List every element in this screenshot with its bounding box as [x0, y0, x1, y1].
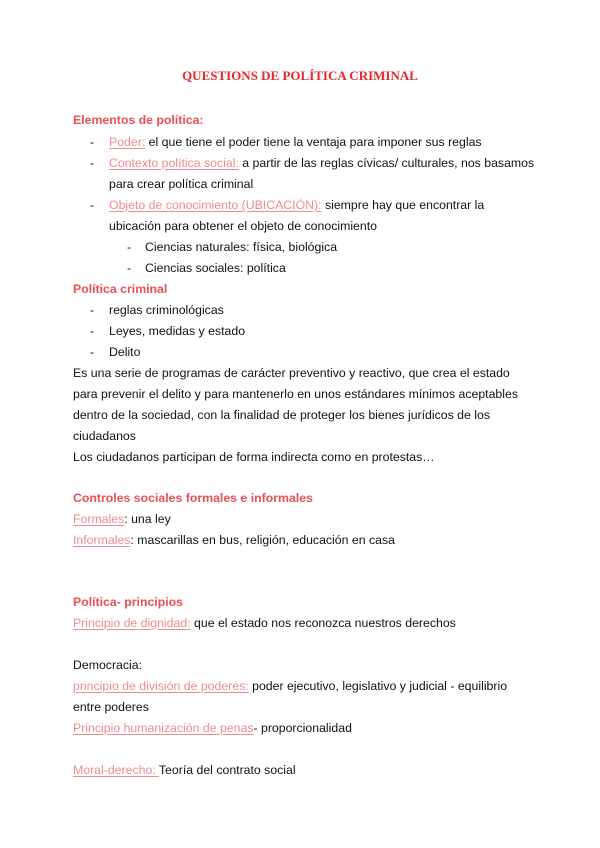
term-objeto: Objeto de conocimiento (UBICACIÓN):: [109, 198, 322, 212]
section-heading-politica-criminal: Política criminal: [73, 282, 168, 296]
section-heading-principios: Política- principios: [73, 595, 184, 609]
section-heading-elementos: Elementos de política:: [73, 113, 204, 127]
entry-moral-derecho: [73, 762, 296, 778]
text-division-poderes: poder ejecutivo, legislativo y judicial - equilibrio: [248, 679, 508, 693]
bullet-dash: -: [90, 303, 95, 317]
paragraph-line: para prevenir el delito y para mantenerlo en unos estándares mínimos aceptables: [73, 387, 518, 401]
entry-humanizacion: [73, 720, 352, 736]
list-item-contexto: [109, 155, 534, 171]
list-item-leyes: Leyes, medidas y estado: [109, 324, 246, 338]
text-humanizacion: - proporcionalidad: [253, 721, 352, 735]
term-humanizacion: Principio humanización de penas: [73, 721, 254, 735]
term-formales: Formales: [73, 512, 125, 526]
term-dignidad: Principio de dignidad:: [73, 616, 191, 630]
list-item-objeto: [109, 197, 484, 213]
text-contexto: a partir de las reglas cívicas/ culturales, nos basamos: [238, 156, 535, 170]
paragraph-line: Los ciudadanos participan de forma indirecta como en protestas…: [73, 450, 435, 464]
paragraph-line: Es una serie de programas de carácter preventivo y reactivo, que crea el estado: [73, 366, 510, 380]
entry-division-poderes: [73, 678, 507, 694]
term-contexto: Contexto política social:: [109, 156, 239, 170]
text-division-poderes-cont: entre poderes: [73, 700, 149, 714]
bullet-dash: -: [90, 135, 95, 149]
sub-item-sociales: Ciencias sociales: política: [145, 261, 286, 275]
sub-item-naturales: Ciencias naturales: física, biológica: [145, 240, 338, 254]
entry-dignidad: [73, 615, 456, 631]
bullet-dash: -: [90, 198, 95, 212]
list-item-poder: [109, 134, 482, 150]
bullet-dash: -: [127, 261, 132, 275]
bullet-dash: -: [90, 345, 95, 359]
text-poder: el que tiene el poder tiene la ventaja para imponer sus reglas: [145, 135, 482, 149]
paragraph-line: dentro de la sociedad, con la finalidad de proteger los bienes jurídicos de los: [73, 408, 490, 422]
text-contexto-cont: para crear política criminal: [109, 177, 254, 191]
term-division-poderes: principio de división de poderes:: [73, 679, 249, 693]
label-democracia: Democracia:: [73, 658, 143, 672]
document-title: QUESTIONS DE POLÍTICA CRIMINAL: [182, 68, 418, 83]
paragraph-line: ciudadanos: [73, 429, 136, 443]
term-poder: Poder:: [109, 135, 146, 149]
entry-formales: [73, 511, 171, 527]
bullet-dash: -: [90, 156, 95, 170]
text-formales: : una ley: [124, 512, 171, 526]
section-heading-controles: Controles sociales formales e informales: [73, 491, 313, 505]
text-dignidad: que el estado nos reconozca nuestros derechos: [190, 616, 456, 630]
list-item-delito: Delito: [109, 345, 141, 359]
text-moral-derecho: Teoría del contrato social: [158, 763, 296, 777]
text-objeto: siempre hay que encontrar la: [321, 198, 485, 212]
term-informales: Informales: [73, 533, 131, 547]
term-moral-derecho: Moral-derecho:: [73, 763, 159, 777]
bullet-dash: -: [90, 324, 95, 338]
text-informales: : mascarillas en bus, religión, educación en casa: [130, 533, 395, 547]
text-objeto-cont: ubicación para obtener el objeto de conocimiento: [109, 219, 377, 233]
list-item-reglas: reglas criminológicas: [109, 303, 224, 317]
bullet-dash: -: [127, 240, 132, 254]
entry-informales: [73, 532, 395, 548]
